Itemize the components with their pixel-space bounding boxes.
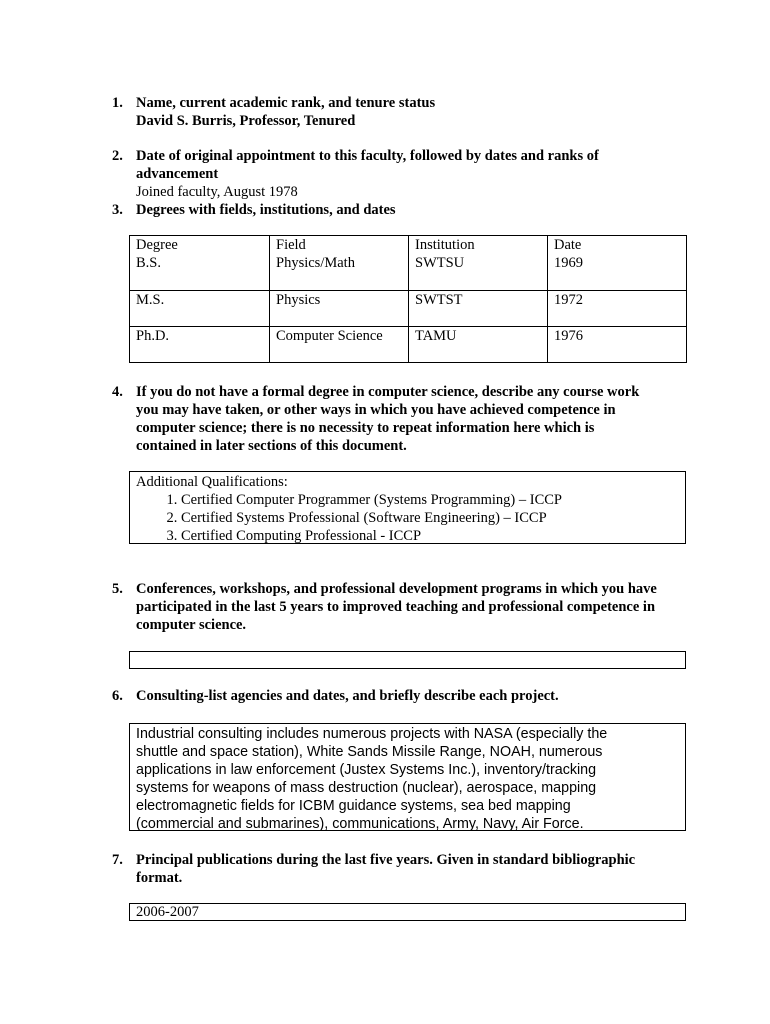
qualifications-list <box>136 491 679 545</box>
cell-value: Computer Science <box>270 327 409 363</box>
cell-value: TAMU <box>409 327 548 363</box>
question-5 <box>112 580 692 634</box>
cell-value: M.S. <box>130 291 270 327</box>
table-row <box>130 327 687 363</box>
publication-year-range: 2006-2007 <box>136 904 199 920</box>
degrees-table <box>129 235 687 363</box>
cell-value: 1969 <box>554 255 583 271</box>
cell-value: SWTSU <box>415 255 465 271</box>
consulting-box <box>129 723 686 831</box>
answer-line: electromagnetic fields for ICBM guidance systems, sea bed mapping <box>136 798 571 814</box>
question-text: Consulting-list agencies and dates, and briefly describe each project. <box>136 688 559 704</box>
answer-line: shuttle and space station), White Sands Missile Range, NOAH, numerous <box>136 744 603 760</box>
question-text: contained in later sections of this document. <box>136 438 407 454</box>
question-text: Date of original appointment to this faculty, followed by dates and ranks of <box>136 148 599 164</box>
question-text: If you do not have a formal degree in computer science, describe any course work <box>136 384 640 400</box>
question-text: computer science; there is no necessity to repeat information here which is <box>136 420 595 436</box>
question-text: Degrees with fields, institutions, and dates <box>136 202 396 218</box>
cell-value: 1976 <box>548 327 687 363</box>
qualifications-box <box>129 471 686 544</box>
cell-value: SWTST <box>409 291 548 327</box>
question-number: 7. <box>112 852 123 868</box>
question-number: 5. <box>112 581 123 597</box>
table-cell <box>409 236 548 291</box>
table-row <box>130 291 687 327</box>
answer-line: applications in law enforcement (Justex Systems Inc.), inventory/tracking <box>136 762 597 778</box>
list-item: 2. Certified Systems Professional (Software Engineering) – ICCP <box>181 509 679 527</box>
cell-value: 1972 <box>548 291 687 327</box>
question-number: 1. <box>112 95 123 111</box>
table-cell <box>270 236 409 291</box>
question-6 <box>112 687 692 705</box>
table-row <box>130 236 687 291</box>
question-text: advancement <box>136 166 219 182</box>
column-header: Field <box>276 237 306 253</box>
conferences-box <box>129 651 686 669</box>
question-text: Name, current academic rank, and tenure status <box>136 95 436 111</box>
answer-text: Joined faculty, August 1978 <box>136 184 298 200</box>
table-cell <box>130 236 270 291</box>
column-header: Date <box>554 237 582 253</box>
box-title: Additional Qualifications: <box>136 474 288 490</box>
cell-value: Ph.D. <box>130 327 270 363</box>
question-3 <box>112 201 692 219</box>
question-text: you may have taken, or other ways in which you have achieved competence in <box>136 402 616 418</box>
question-text: Principal publications during the last five years. Given in standard bibliographic <box>136 852 636 868</box>
answer-line: systems for weapons of mass destruction (nuclear), aerospace, mapping <box>136 780 597 796</box>
cell-value: Physics/Math <box>276 255 355 271</box>
table-cell <box>548 236 687 291</box>
answer-text: David S. Burris, Professor, Tenured <box>136 113 356 129</box>
question-number: 3. <box>112 202 123 218</box>
answer-line: (commercial and submarines), communications, Army, Navy, Air Force. <box>136 816 584 832</box>
question-4 <box>112 383 692 455</box>
question-number: 6. <box>112 688 123 704</box>
column-header: Institution <box>415 237 475 253</box>
list-item: 1. Certified Computer Programmer (Systems Programming) – ICCP <box>181 491 679 509</box>
question-text: format. <box>136 870 183 886</box>
question-7 <box>112 851 692 887</box>
question-text: participated in the last 5 years to improved teaching and professional competence in <box>136 599 656 615</box>
cell-value: Physics <box>270 291 409 327</box>
answer-line: Industrial consulting includes numerous projects with NASA (especially the <box>136 726 608 742</box>
publications-box <box>129 903 686 921</box>
question-number: 4. <box>112 384 123 400</box>
list-item: 3. Certified Computing Professional - ICCP <box>181 527 679 545</box>
question-1 <box>112 94 692 130</box>
question-number: 2. <box>112 148 123 164</box>
cell-value: B.S. <box>136 255 161 271</box>
question-text: Conferences, workshops, and professional development programs in which you have <box>136 581 657 597</box>
question-text: computer science. <box>136 617 247 633</box>
question-2 <box>112 147 692 201</box>
column-header: Degree <box>136 237 178 253</box>
